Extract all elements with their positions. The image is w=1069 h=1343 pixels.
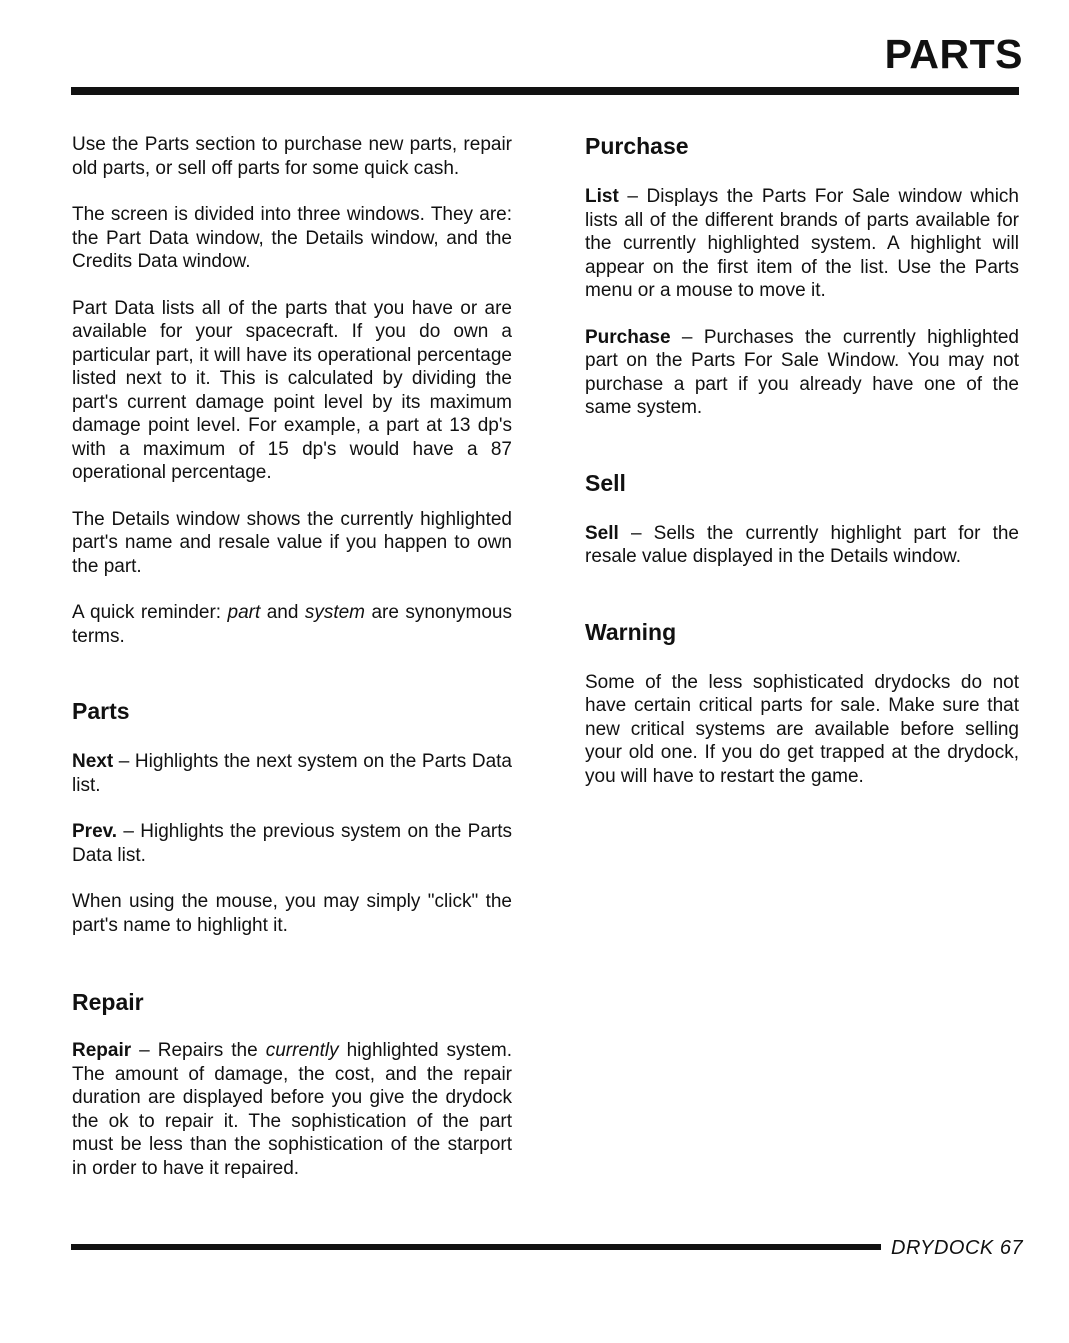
reminder-prefix: A quick reminder: xyxy=(72,602,228,623)
repair-text: highlighted system. The amount of damage, the cost, and the repair duration are displayed before you give the drydock the ok to repair it. The sophistication of the part must be less than the sophistication of the starport in order to have it repaired. xyxy=(72,1040,512,1179)
purchase-term: Purchase xyxy=(585,326,671,348)
parts-heading: Parts xyxy=(72,698,130,724)
next-paragraph xyxy=(72,750,512,797)
top-rule xyxy=(71,87,1019,95)
next-text: – Highlights the next system on the Parts Data list. xyxy=(72,751,512,796)
reminder-paragraph xyxy=(72,601,512,648)
purchase-heading: Purchase xyxy=(585,133,689,159)
warning-heading: Warning xyxy=(585,618,677,645)
warning-paragraph: Some of the less sophisticated drydocks do not have certain critical parts for sale. Make sure that new critical systems are available before selling your old one. If you do get trapped at the drydock, you will have to restart the game. xyxy=(585,671,1019,787)
reminder-system: system xyxy=(304,602,366,623)
sell-text: – Sells the currently highlight part for the resale value displayed in the Details window. xyxy=(585,522,1019,567)
reminder-suffix: are synonymous terms. xyxy=(72,602,512,647)
sell-paragraph xyxy=(585,522,1019,569)
sell-term: Sell xyxy=(585,522,619,544)
left-column xyxy=(72,133,512,1203)
intro-paragraph: Use the Parts section to purchase new parts, repair old parts, or sell off parts for some quick cash. xyxy=(72,134,512,179)
prev-term: Prev. xyxy=(72,821,118,842)
list-text: – Displays the Parts For Sale window which lists all of the different brands of parts available for the currently highlighted system. A highlight will appear on the first item of the list. Use the Parts menu or a mouse to move it. xyxy=(585,186,1019,301)
prev-text: – Highlights the previous system on the Parts Data list. xyxy=(72,821,512,866)
footer-page-label: DRYDOCK 67 xyxy=(891,1237,1024,1259)
sell-heading: Sell xyxy=(585,469,626,496)
details-paragraph: The Details window shows the currently highlighted part's name and resale value if you happen to own the part. xyxy=(72,508,512,577)
list-term: List xyxy=(585,186,619,207)
repair-dash: – Repairs the xyxy=(131,1040,266,1061)
list-paragraph xyxy=(585,185,1019,303)
repair-heading: Repair xyxy=(72,989,144,1015)
repair-term: Repair xyxy=(72,1040,132,1061)
purchase-paragraph xyxy=(585,326,1019,420)
windows-paragraph: The screen is divided into three windows. They are: the Part Data window, the Details window, and the Credits Data window. xyxy=(72,204,512,272)
reminder-part: part xyxy=(227,602,261,623)
repair-paragraph xyxy=(72,1039,512,1180)
right-column xyxy=(585,133,1019,811)
repair-em: currently xyxy=(265,1040,339,1061)
next-term: Next xyxy=(72,751,114,772)
purchase-text: – Purchases the currently highlighted part on the Parts For Sale Window. You may not purchase a part if you already have one of the same system. xyxy=(585,326,1019,418)
mouse-paragraph: When using the mouse, you may simply "click" the part's name to highlight it. xyxy=(72,891,512,936)
bottom-rule xyxy=(71,1244,881,1250)
reminder-and: and xyxy=(260,602,305,623)
page-title: PARTS xyxy=(884,31,1023,77)
prev-paragraph xyxy=(72,820,512,867)
part-data-paragraph: Part Data lists all of the parts that you have or are available for your spacecraft. If you do own a particular part, it will have its operational percentage listed next to it. This is calculated by dividing the part's current damage point level by its maximum damage point level. For example, a part at 13 dp's with a maximum of 15 dp's would have a 87 operational percentage. xyxy=(72,297,512,483)
